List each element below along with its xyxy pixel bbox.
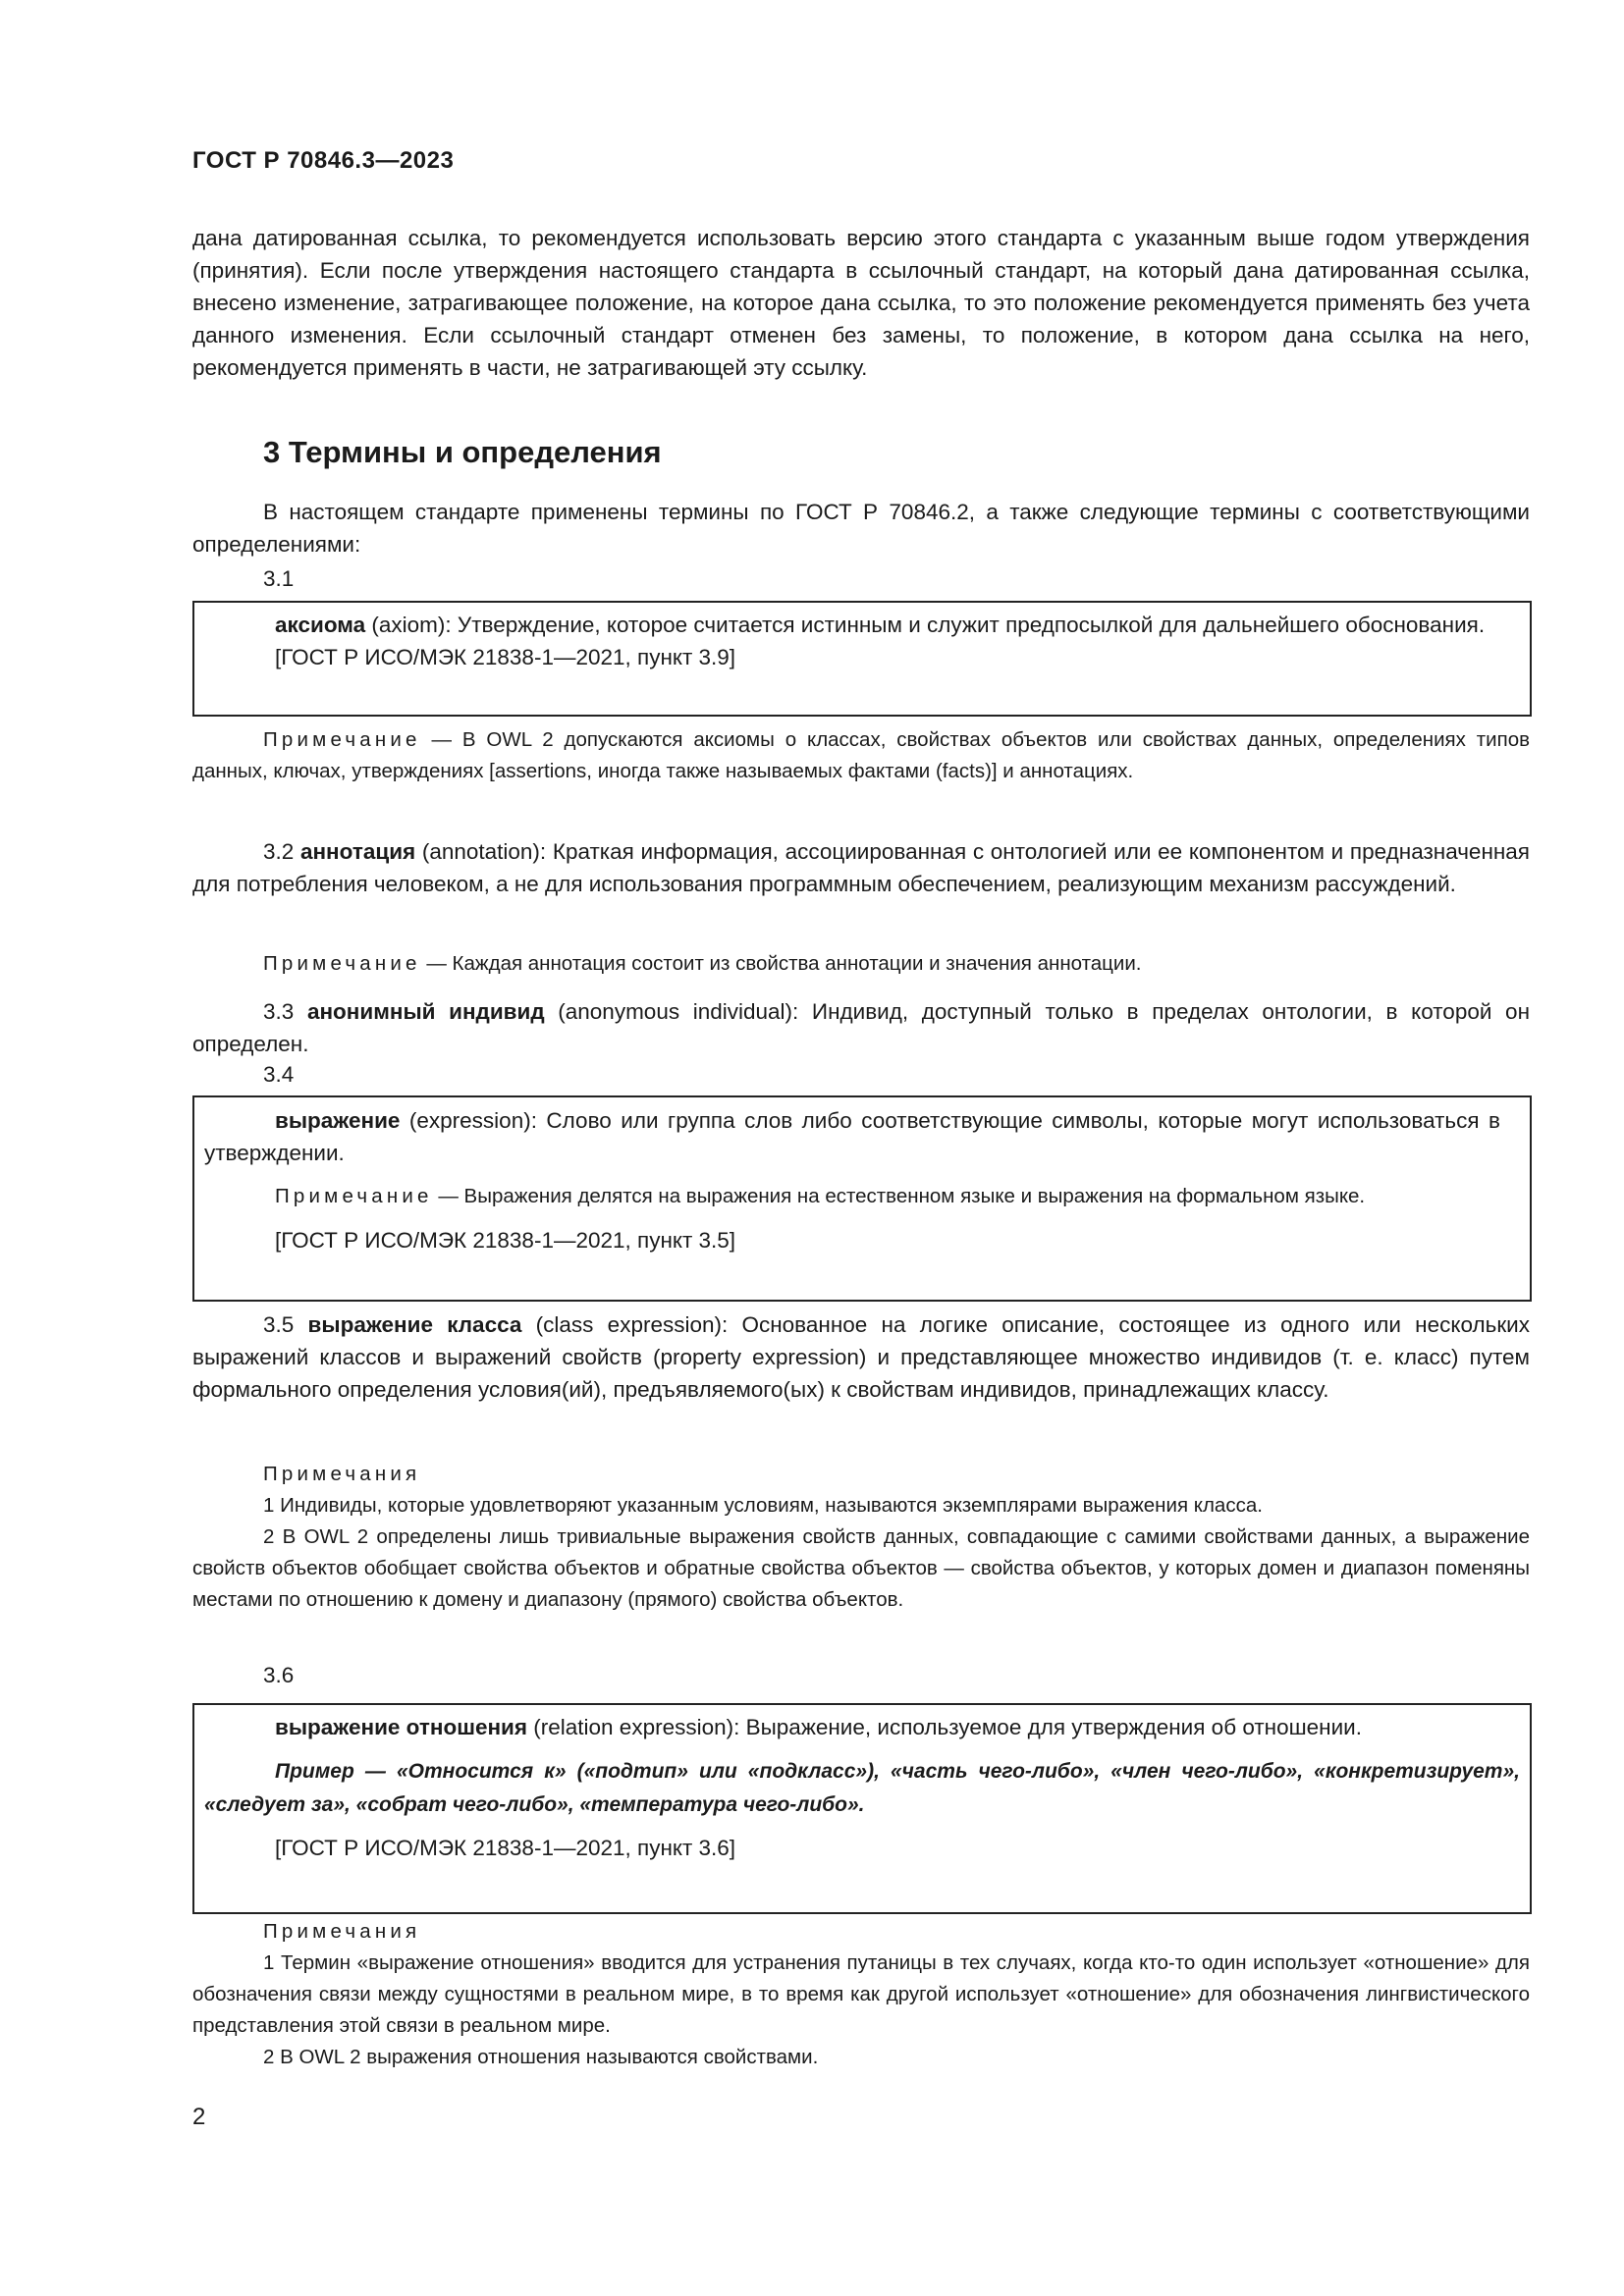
- definition-source: [ГОСТ Р ИСО/МЭК 21838-1—2021, пункт 3.6]: [275, 1836, 736, 1860]
- definition: (relation expression): Выражение, используемое для утверждения об отношении.: [527, 1715, 1362, 1739]
- term: выражение отношения: [275, 1715, 528, 1739]
- term-number: 3.3: [263, 999, 307, 1024]
- definition: (annotation): Краткая информация, ассоциированная с онтологией или ее компонентом и предназначенная для потребления человеком, а не для использования программным обеспечением, реализующим механизм рассуждений.: [192, 839, 1530, 896]
- example: Пример — «Относится к» («подтип» или «подкласс»), «часть чего-либо», «член чего-либо», «конкретизирует», «следует за», «собрат чего-либо», «температура чего-либо».: [204, 1760, 1520, 1816]
- term-3-5: [192, 1308, 1530, 1406]
- definition-text: [204, 1711, 1500, 1743]
- note-text: — В OWL 2 допускаются аксиомы о классах, свойствах объектов или свойствах данных, определениях типов данных, ключах, утверждениях [assertions, иногда также называемых фактами (facts)] и аннотациях.: [192, 728, 1530, 782]
- term-number: 3.2: [263, 839, 300, 864]
- note-2: 2 В OWL 2 выражения отношения называются свойствами.: [263, 2046, 819, 2068]
- note-3-4: [204, 1181, 1500, 1212]
- note-label: Примечание: [275, 1185, 433, 1207]
- term: аксиома: [275, 613, 366, 637]
- definition: (class expression): Основанное на логике описание, состоящее из одного или нескольких выражений классов и выражений свойств (property expression) и представляющее множество индивидов (т. е. класс) путем формального определения условия(ий), предъявляемого(ых) к свойствам индивидов, принадлежащих классу.: [192, 1312, 1530, 1402]
- definition-text: [204, 1104, 1500, 1169]
- definition: (anonymous individual): Индивид, доступный только в пределах онтологии, в которой он определен.: [192, 999, 1531, 1056]
- note-1: 1 Индивиды, которые удовлетворяют указанным условиям, называются экземплярами выражения класса.: [263, 1494, 1263, 1517]
- term-number: 3.5: [263, 1312, 308, 1337]
- section-title: 3 Термины и определения: [263, 435, 662, 469]
- note-2: 2 В OWL 2 определены лишь тривиальные выражения свойств данных, совпадающие с самими свойствами данных, а выражение свойств объектов обобщает свойства объектов и обратные свойства объектов — свойства объектов, у которых домен и диапазон поменяны местами по отношению к домену и диапазону (прямого) свойства объектов.: [192, 1525, 1530, 1611]
- note-text: — Выражения делятся на выражения на естественном языке и выражения на формальном языке.: [432, 1185, 1366, 1207]
- note-3-2: [192, 948, 1530, 980]
- definition: (axiom): Утверждение, которое считается истинным и служит предпосылкой для дальнейшего обоснования.: [365, 613, 1486, 637]
- intro-paragraph: дана датированная ссылка, то рекомендуется использовать версию этого стандарта с указанным выше годом утверждения (принятия). Если после утверждения настоящего стандарта в ссылочный стандарт, на который дана датированная ссылка, внесено изменение, затрагивающее положение, на которое дана ссылка, то это положение рекомендуется применять без учета данного изменения. Если ссылочный стандарт отменен без замены, то положение, в котором дана ссылка на него, рекомендуется применять в части, не затрагивающей эту ссылку.: [192, 226, 1530, 380]
- notes-label: Примечания: [263, 1920, 421, 1943]
- definition-source: [ГОСТ Р ИСО/МЭК 21838-1—2021, пункт 3.9]: [275, 645, 736, 669]
- term: выражение класса: [307, 1312, 522, 1337]
- page-number: 2: [192, 2104, 206, 2130]
- definition-box-3-6: [192, 1703, 1532, 1914]
- term-3-3: [192, 995, 1530, 1060]
- note-label: Примечание: [263, 728, 421, 751]
- note-text: — Каждая аннотация состоит из свойства аннотации и значения аннотации.: [420, 952, 1142, 975]
- term: аннотация: [299, 839, 416, 864]
- definition-box-3-1: [192, 601, 1532, 717]
- definition: (expression): Слово или группа слов либо соответствующие символы, которые могут использоваться в утверждении.: [204, 1108, 1500, 1165]
- note-1: 1 Термин «выражение отношения» вводится для устранения путаницы в тех случаях, когда кто-то один использует «отношение» для обозначения связи между сущностями в реальном мире, в то время как другой использует «отношение» для обозначения лингвистического представления этой связи в реальном мире.: [192, 1951, 1530, 2037]
- definition-source: [ГОСТ Р ИСО/МЭК 21838-1—2021, пункт 3.5]: [275, 1228, 736, 1253]
- term-number: 3.4: [263, 1062, 295, 1087]
- term-number: 3.6: [263, 1663, 295, 1687]
- term: анонимный индивид: [306, 999, 545, 1024]
- note-3-1: [192, 724, 1530, 787]
- document-header: ГОСТ Р 70846.3—2023: [192, 147, 455, 174]
- term: выражение: [275, 1108, 401, 1133]
- notes-label: Примечания: [263, 1463, 421, 1485]
- term-number: 3.1: [263, 566, 295, 591]
- definition-box-3-4: [192, 1095, 1532, 1302]
- term-3-2: [192, 835, 1530, 900]
- section-intro: В настоящем стандарте применены термины по ГОСТ Р 70846.2, а также следующие термины с соответствующими определениями:: [192, 500, 1530, 557]
- note-label: Примечание: [263, 952, 421, 975]
- definition-text: [204, 609, 1500, 641]
